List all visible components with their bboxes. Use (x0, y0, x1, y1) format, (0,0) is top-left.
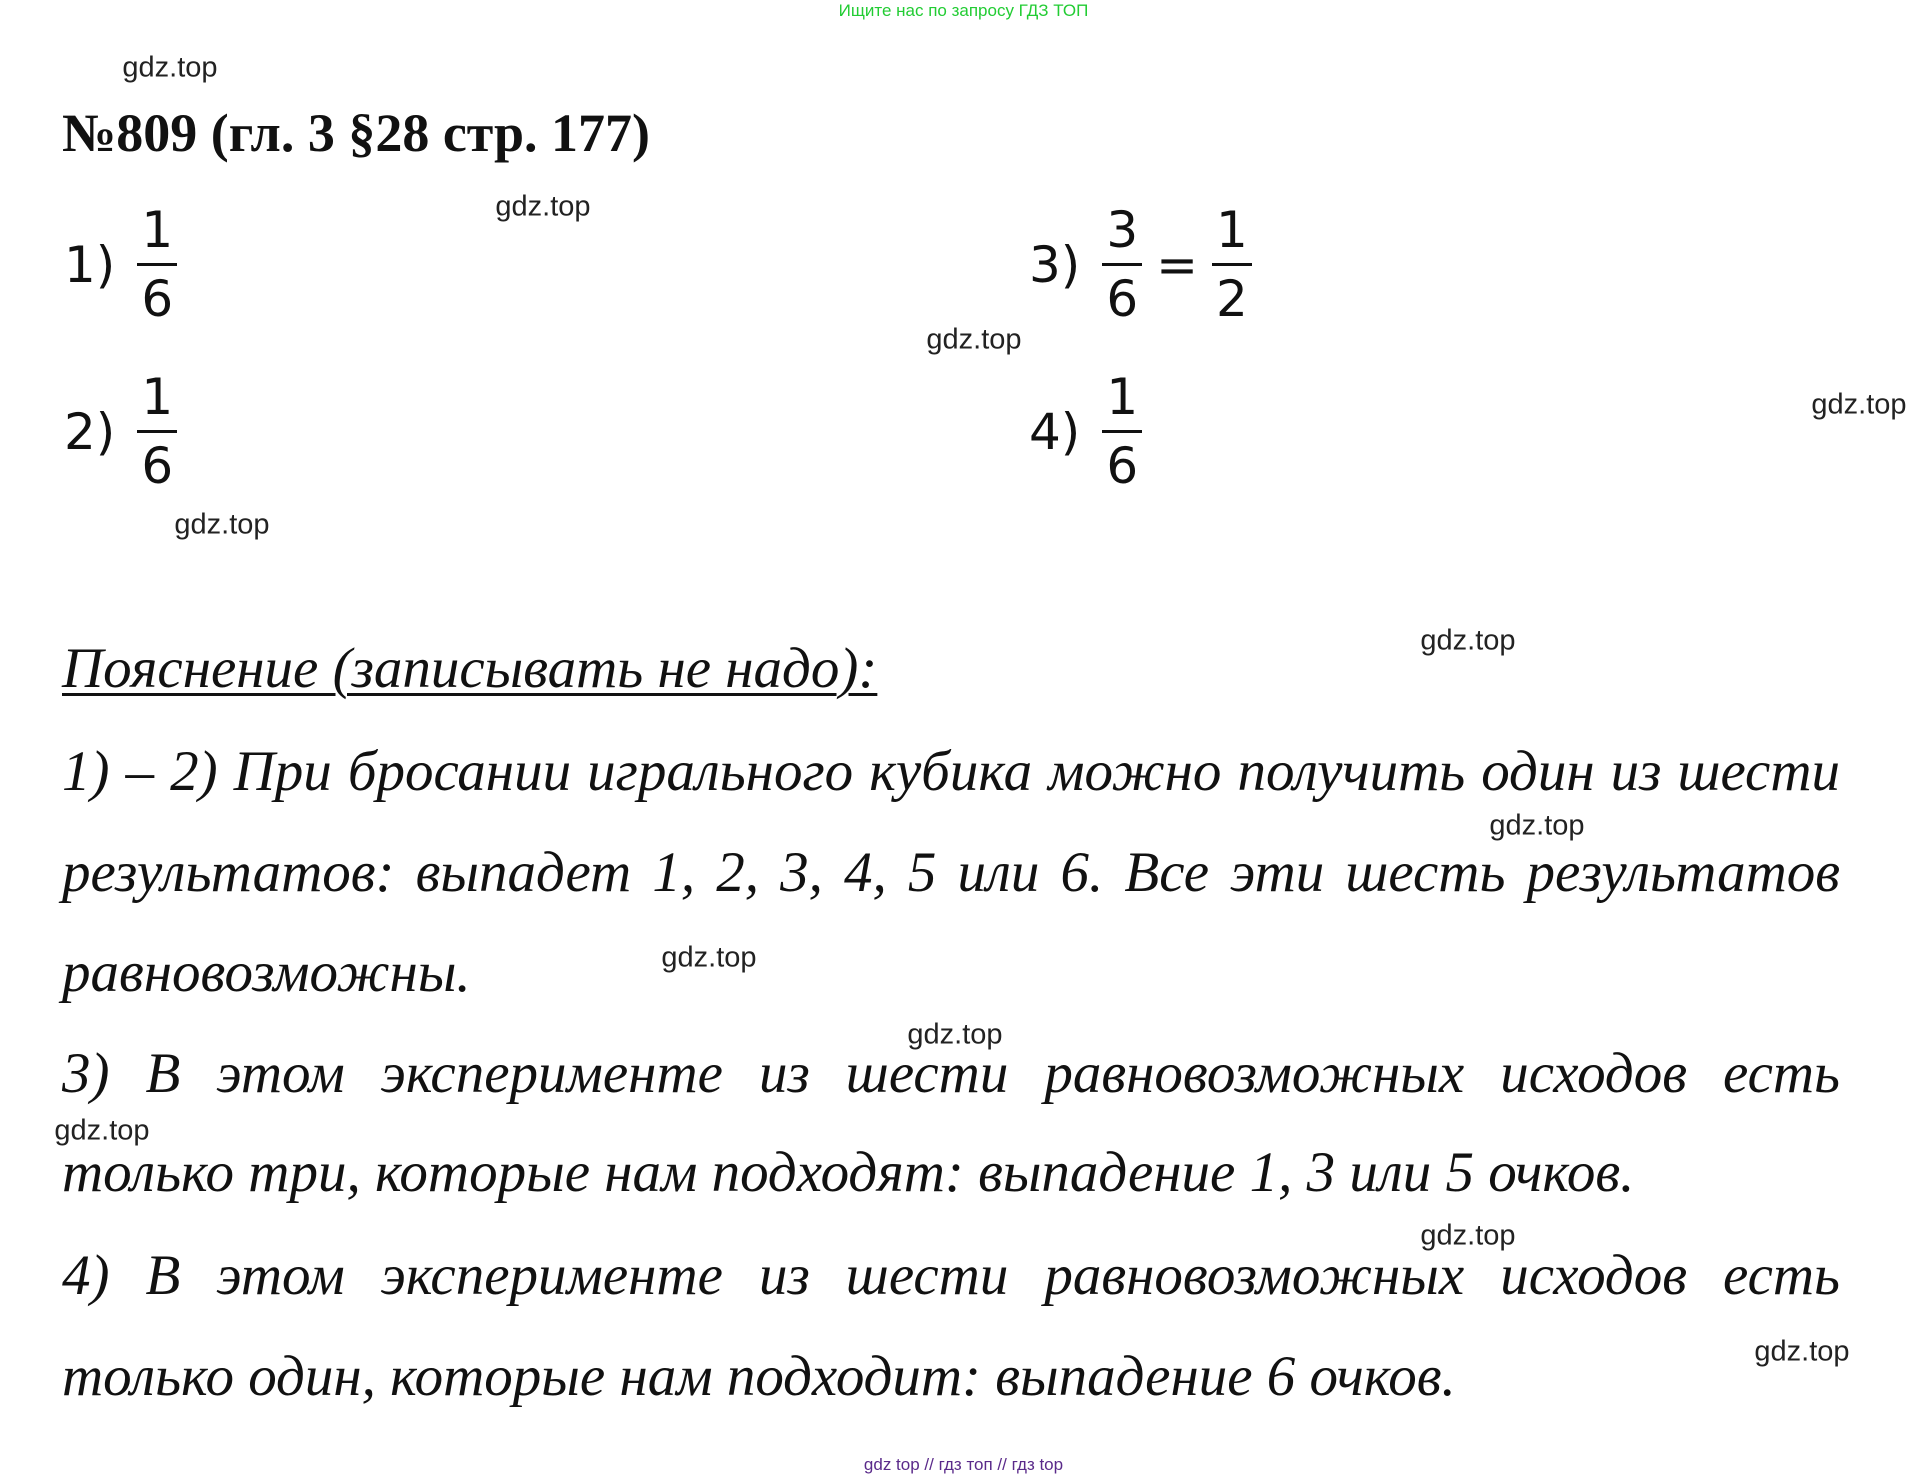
watermark: gdz.top (1811, 388, 1907, 421)
explanation-line: 4) В этом эксперименте из шести равновозможных исходов есть (62, 1244, 1840, 1307)
explanation-line: только три, которые нам подходят: выпадение 1, 3 или 5 очков. (62, 1141, 1635, 1204)
denominator: 6 (141, 437, 174, 495)
watermark: gdz.top (661, 941, 757, 974)
explanation-line: 3) В этом эксперименте из шести равновозможных исходов есть (62, 1042, 1840, 1105)
fraction (137, 201, 177, 328)
fraction (1212, 201, 1252, 328)
explanation-line: только один, которые нам подходит: выпадение 6 очков. (62, 1345, 1456, 1408)
answer-2 (64, 368, 177, 495)
numerator: 1 (137, 372, 177, 433)
page-title: №809 (гл. 3 §28 стр. 177) (62, 103, 650, 163)
denominator: 6 (1106, 270, 1139, 328)
answer-1 (64, 201, 177, 328)
answer-4 (1029, 368, 1142, 495)
watermark: gdz.top (1489, 809, 1585, 842)
answer-label: 1) (64, 235, 116, 294)
answer-3 (1029, 201, 1252, 328)
explanation-line: 1) – 2) При бросании игрального кубика можно получить один из шести (62, 740, 1840, 803)
denominator: 6 (141, 270, 174, 328)
watermark: gdz.top (174, 508, 270, 541)
denominator: 2 (1216, 270, 1248, 328)
answer-label: 2) (64, 402, 116, 461)
watermark: gdz.top (926, 323, 1022, 356)
answer-label: 3) (1029, 235, 1081, 294)
answer-label: 4) (1029, 402, 1081, 461)
fraction (1102, 368, 1142, 495)
watermark: gdz.top (907, 1018, 1003, 1051)
equals-sign: = (1156, 235, 1199, 294)
numerator: 1 (1102, 372, 1142, 433)
search-banner: Ищите нас по запросу ГДЗ ТОП (838, 1, 1089, 20)
watermark: gdz.top (1754, 1335, 1850, 1368)
footer-links: gdz top // гдз топ // гдз top (863, 1455, 1064, 1474)
numerator: 1 (1212, 205, 1252, 266)
watermark: gdz.top (54, 1114, 150, 1147)
watermark: gdz.top (1420, 1219, 1516, 1252)
denominator: 6 (1106, 437, 1139, 495)
numerator: 3 (1102, 205, 1142, 266)
numerator: 1 (137, 205, 177, 266)
watermark: gdz.top (495, 190, 591, 223)
explanation-line: равновозможны. (62, 941, 471, 1004)
fraction (137, 368, 177, 495)
explanation-line: результатов: выпадет 1, 2, 3, 4, 5 или 6. Все эти шесть результатов (62, 841, 1840, 904)
fraction (1102, 201, 1142, 328)
explanation-heading: Пояснение (записывать не надо): (62, 637, 878, 700)
watermark: gdz.top (122, 51, 218, 84)
watermark: gdz.top (1420, 624, 1516, 657)
